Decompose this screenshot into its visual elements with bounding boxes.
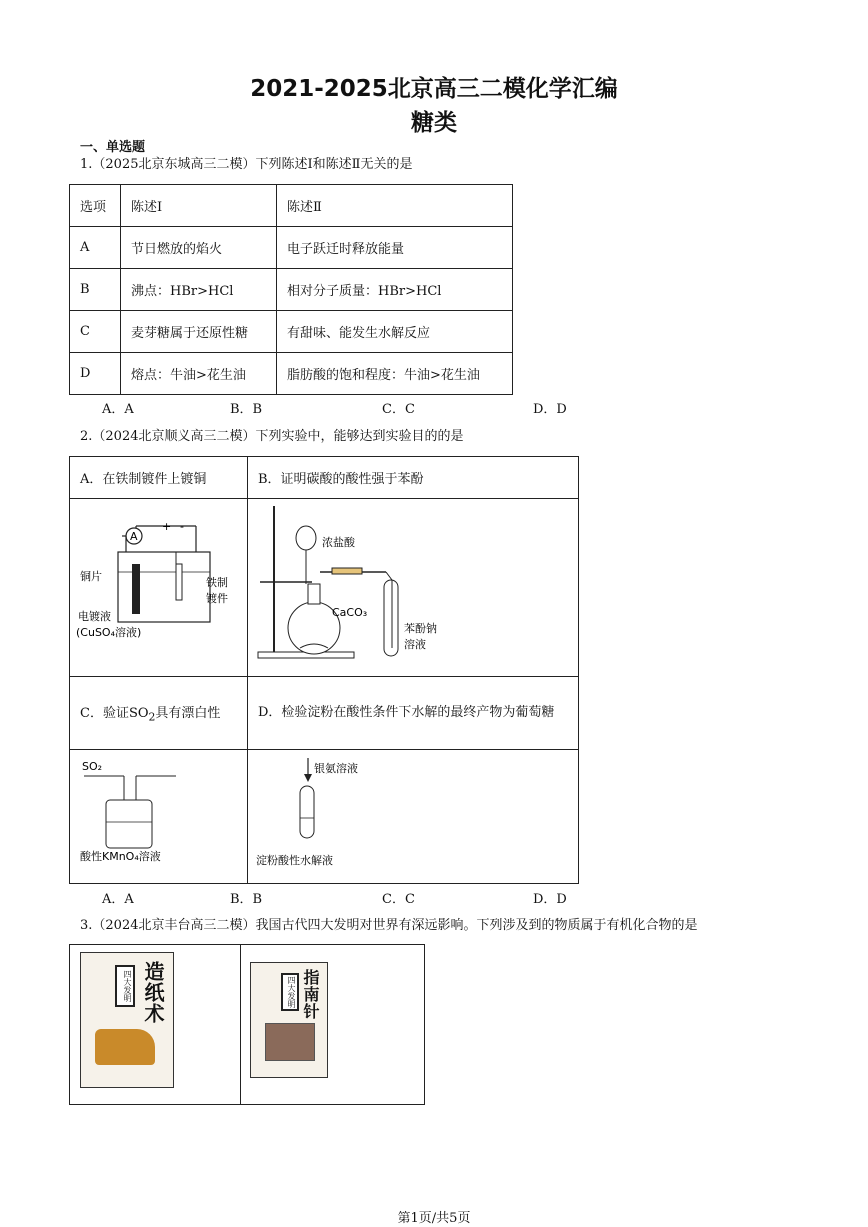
answer-option-a[interactable]: A．A: [102, 402, 134, 417]
option-cell: D: [70, 353, 121, 395]
table-row: [70, 269, 513, 311]
answer-option-d[interactable]: D．D: [533, 402, 567, 417]
svg-text:淀粉酸性水解液: 淀粉酸性水解液: [256, 854, 333, 867]
test-tube-icon: [300, 786, 314, 838]
q2-cell-b: B．证明碳酸的酸性强于苯酚: [248, 457, 579, 499]
answer-option-b[interactable]: B．B: [230, 892, 263, 907]
q2-cell-d: D．检验淀粉在酸性条件下水解的最终产物为葡萄糖: [248, 677, 579, 750]
svg-text:溶液: 溶液: [404, 638, 426, 651]
option-cell: B: [70, 269, 121, 311]
q1-header-cell: 陈述Ⅰ: [121, 185, 277, 227]
test-tube-icon: [384, 580, 398, 656]
svg-text:(CuSO₄溶液): (CuSO₄溶液): [76, 626, 142, 639]
gas-washing-bottle-diagram: [76, 756, 236, 866]
svg-text:铁制: 铁制: [206, 576, 228, 589]
statement1-cell: 麦芽糖属于还原性糖: [121, 311, 277, 353]
copper-plate-icon: [132, 564, 140, 614]
option-cell: C: [70, 311, 121, 353]
page-subtitle: 糖类: [411, 110, 457, 136]
statement2-cell: 脂肪酸的饱和程度：牛油>花生油: [277, 353, 513, 395]
q1-header-cell: 陈述Ⅱ: [277, 185, 513, 227]
q1-stem: 1.（2025北京东城高三二模）下列陈述Ⅰ和陈述Ⅱ无关的是: [80, 157, 413, 172]
svg-text:浓盐酸: 浓盐酸: [322, 536, 355, 549]
svg-text:银氨溶液: 银氨溶液: [314, 762, 358, 775]
answer-option-d[interactable]: D．D: [533, 892, 567, 907]
q3-stem: 3.（2024北京丰台高三二模）我国古代四大发明对世界有深远影响。下列涉及到的物质属于有机化合物的是: [80, 918, 698, 933]
papermaking-poster: 四大发明 造纸术: [80, 952, 174, 1088]
statement1-cell: 熔点：牛油>花生油: [121, 353, 277, 395]
page-title: 2021-2025北京高三二模化学汇编: [250, 76, 618, 102]
q2-stem: 2.（2024北京顺义高三二模）下列实验中，能够达到实验目的的是: [80, 429, 464, 444]
statement1-cell: 节日燃放的焰火: [121, 227, 277, 269]
statement1-cell: 沸点：HBr>HCl: [121, 269, 277, 311]
section-heading: 一、单选题: [80, 140, 146, 155]
poster-artwork: [95, 1029, 155, 1065]
answer-option-a[interactable]: A．A: [102, 892, 134, 907]
statement2-cell: 有甜味、能发生水解反应: [277, 311, 513, 353]
silver-mirror-test-diagram: [254, 756, 454, 870]
q2-cell-c: C．验证$SO_2$具有漂白性: [70, 677, 248, 750]
svg-text:+: +: [162, 520, 172, 533]
svg-text:电镀液: 电镀液: [78, 610, 111, 623]
svg-text:-: -: [180, 520, 184, 533]
svg-text:酸性KMnO₄溶液: 酸性KMnO₄溶液: [80, 850, 161, 863]
q1-table: [69, 184, 513, 395]
beaker-icon: [118, 552, 210, 622]
answer-option-c[interactable]: C．C: [382, 892, 415, 907]
svg-text:苯酚钠: 苯酚钠: [404, 622, 437, 635]
statement2-cell: 电子跃迁时释放能量: [277, 227, 513, 269]
answer-option-b[interactable]: B．B: [230, 402, 263, 417]
answer-option-c[interactable]: C．C: [382, 402, 415, 417]
table-row: [70, 311, 513, 353]
electroplating-diagram: [76, 508, 236, 648]
iron-part-icon: [176, 564, 182, 600]
svg-text:CaCO₃: CaCO₃: [332, 606, 368, 619]
poster-artwork: [265, 1023, 315, 1061]
page-footer: 第1页/共5页: [397, 1211, 471, 1226]
statement2-cell: 相对分子质量：HBr>HCl: [277, 269, 513, 311]
svg-text:SO₂: SO₂: [82, 760, 103, 773]
option-cell: A: [70, 227, 121, 269]
q1-header-cell: 选项: [70, 185, 121, 227]
acid-strength-apparatus-diagram: [252, 500, 452, 668]
svg-text:A: A: [130, 530, 138, 543]
compass-poster: 四大发明 指南针: [250, 962, 328, 1078]
table-row: [70, 227, 513, 269]
svg-text:镀件: 镀件: [206, 592, 228, 605]
svg-text:铜片: 铜片: [80, 570, 102, 583]
q2-cell-a: A．在铁制镀件上镀铜: [70, 457, 248, 499]
table-row: [70, 353, 513, 395]
separatory-funnel-icon: [296, 526, 316, 550]
gas-bottle-icon: [106, 800, 152, 848]
